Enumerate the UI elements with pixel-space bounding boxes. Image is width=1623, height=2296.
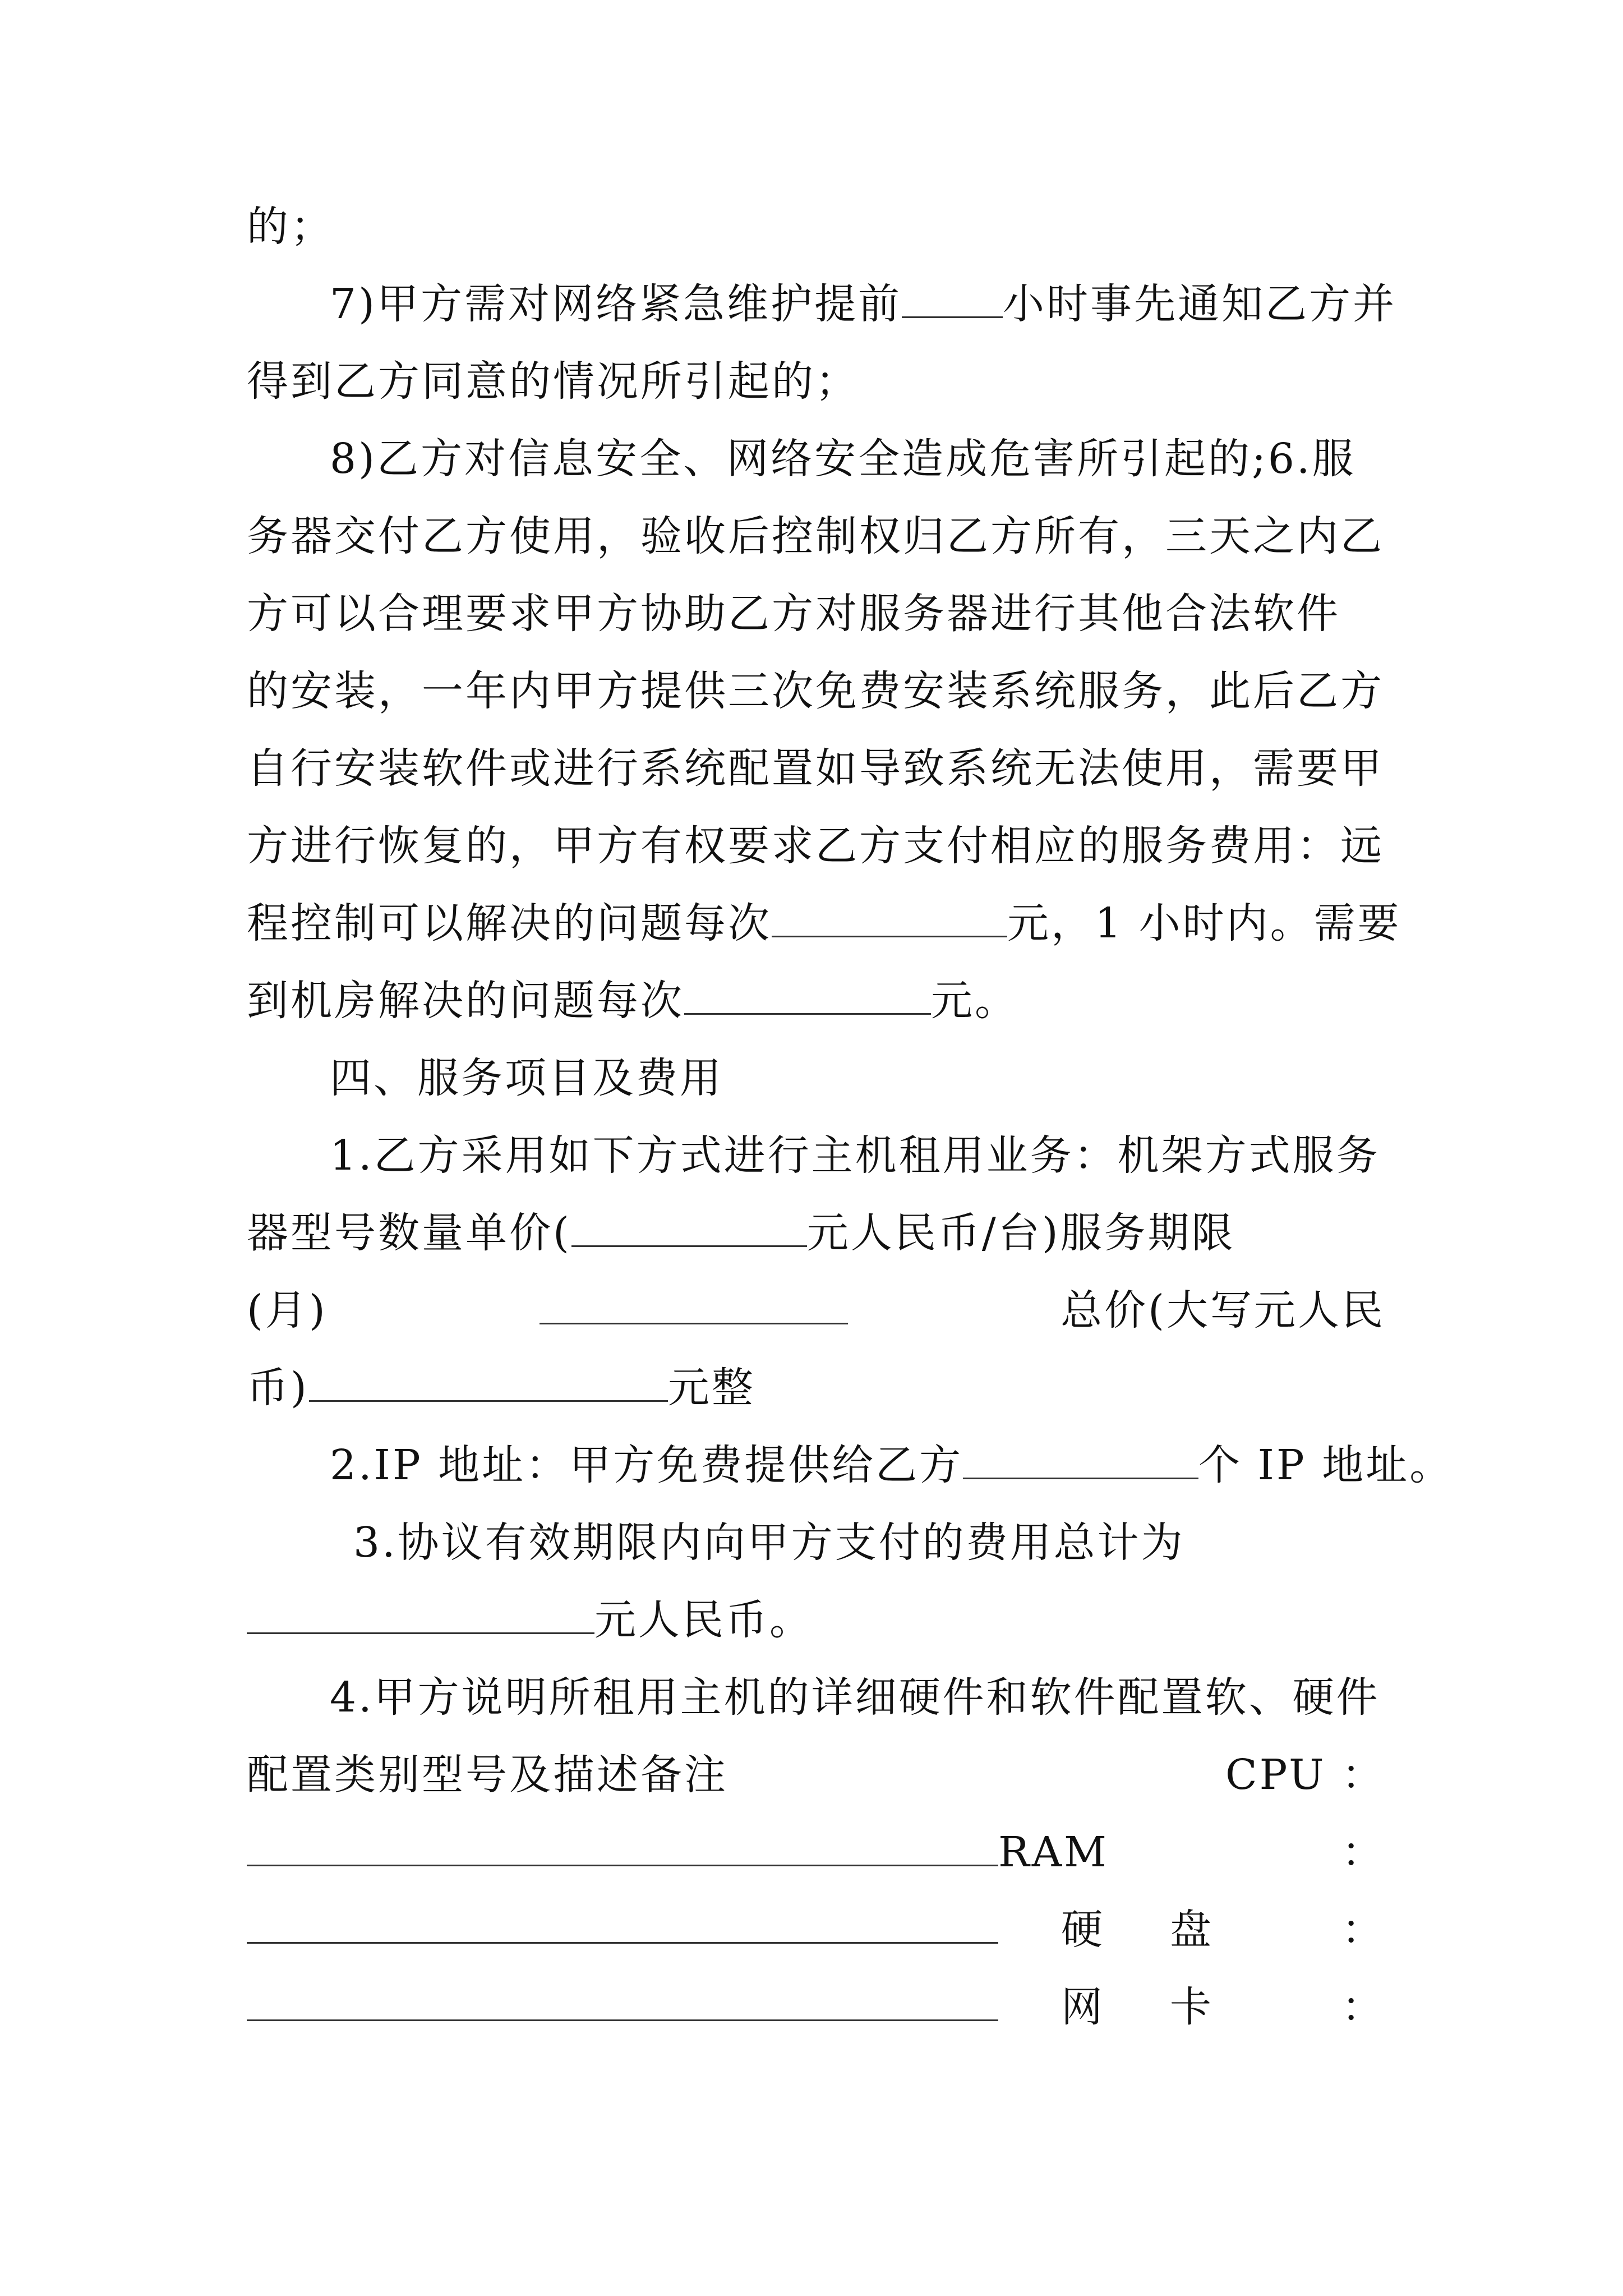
text: 到机房解决的问题每次	[247, 977, 684, 1025]
text: 得到乙方同意的情况所引起的；	[247, 357, 859, 406]
text-line	[247, 1814, 1385, 1891]
section-heading	[247, 1039, 1385, 1117]
text-line	[247, 265, 1396, 343]
text: 个 IP 地址。	[1198, 1441, 1454, 1489]
fill-blank	[772, 896, 1007, 937]
text: 元人民币。	[594, 1596, 813, 1644]
text: 元。	[931, 977, 1018, 1025]
text-line	[247, 962, 1385, 1039]
fill-blank	[247, 1593, 594, 1634]
fill-blank	[247, 1825, 998, 1866]
fill-blank	[309, 1361, 668, 1402]
text: (月)	[247, 1286, 328, 1335]
text-line	[247, 652, 1385, 730]
text-line	[247, 188, 1385, 265]
text: 务器交付乙方使用，验收后控制权归乙方所有，三天之内乙	[247, 512, 1384, 560]
fill-blank	[902, 277, 1003, 318]
text-line	[247, 1349, 1385, 1427]
text-line	[247, 730, 1385, 807]
text-line	[247, 1427, 1454, 1504]
text-line	[247, 498, 1385, 575]
document-body	[247, 188, 1454, 2046]
colon: ：	[1341, 1751, 1385, 1799]
text-line	[247, 885, 1401, 962]
fill-blank	[963, 1438, 1198, 1479]
text-line	[247, 1272, 1385, 1349]
text: 自行安装软件或进行系统配置如导致系统无法使用，需要甲	[247, 744, 1384, 793]
text-line	[247, 420, 1385, 498]
text-line	[247, 343, 1385, 420]
fill-blank	[247, 1903, 998, 1944]
text: 的安装，一年内甲方提供三次免费安装系统服务，此后乙方	[247, 667, 1384, 715]
text: 方进行恢复的，甲方有权要求乙方支付相应的服务费用：远	[247, 822, 1384, 870]
text-line	[247, 1504, 1385, 1581]
colon: ：	[1341, 1906, 1385, 1954]
fill-blank	[684, 974, 931, 1015]
hard-disk-label: 硬盘	[1061, 1906, 1279, 1954]
text: 币)	[247, 1364, 309, 1412]
fill-blank	[571, 1206, 807, 1247]
text-line	[247, 575, 1385, 652]
text: 元人民币/台)服务期限	[806, 1209, 1235, 1257]
colon: ：	[1341, 1828, 1385, 1876]
text: 元整	[667, 1364, 755, 1412]
text-line	[247, 1194, 1385, 1272]
text: 2.IP 地址：甲方免费提供给乙方	[330, 1441, 963, 1489]
text: 7)甲方需对网络紧急维护提前	[330, 280, 902, 328]
text-line	[247, 1659, 1385, 1736]
text-line	[247, 1736, 1385, 1814]
text: 程控制可以解决的问题每次	[247, 899, 772, 947]
text: 3.协议有效期限内向甲方支付的费用总计为	[353, 1519, 1185, 1567]
text: 配置类别型号及描述备注	[247, 1751, 728, 1799]
colon: ：	[1341, 1983, 1385, 2031]
cpu-label: CPU	[1225, 1751, 1326, 1799]
nic-label: 网卡	[1061, 1983, 1279, 2031]
text: 方可以合理要求甲方协助乙方对服务器进行其他合法软件	[247, 590, 1340, 638]
text: 器型号数量单价(	[247, 1209, 571, 1257]
text: 8)乙方对信息安全、网络安全造成危害所引起的;6.服	[330, 435, 1356, 483]
text: 小时事先通知乙方并	[1002, 280, 1396, 328]
text: 4.甲方说明所租用主机的详细硬件和软件配置软、硬件	[330, 1673, 1380, 1722]
ram-label: RAM	[998, 1828, 1109, 1876]
fill-blank	[540, 1283, 848, 1324]
text: 四、服务项目及费用	[330, 1054, 723, 1102]
text: 元，1 小时内。需要	[1007, 899, 1401, 947]
fill-blank	[247, 1980, 998, 2021]
text-line	[247, 1968, 1385, 2046]
text: 总价(大写元人民	[1061, 1286, 1385, 1335]
text-line	[247, 1117, 1385, 1194]
text-line	[247, 1581, 1385, 1659]
text: 1.乙方采用如下方式进行主机租用业务：机架方式服务	[330, 1131, 1380, 1180]
text-line	[247, 807, 1385, 885]
text-line	[247, 1891, 1385, 1968]
text: 的；	[247, 203, 334, 251]
